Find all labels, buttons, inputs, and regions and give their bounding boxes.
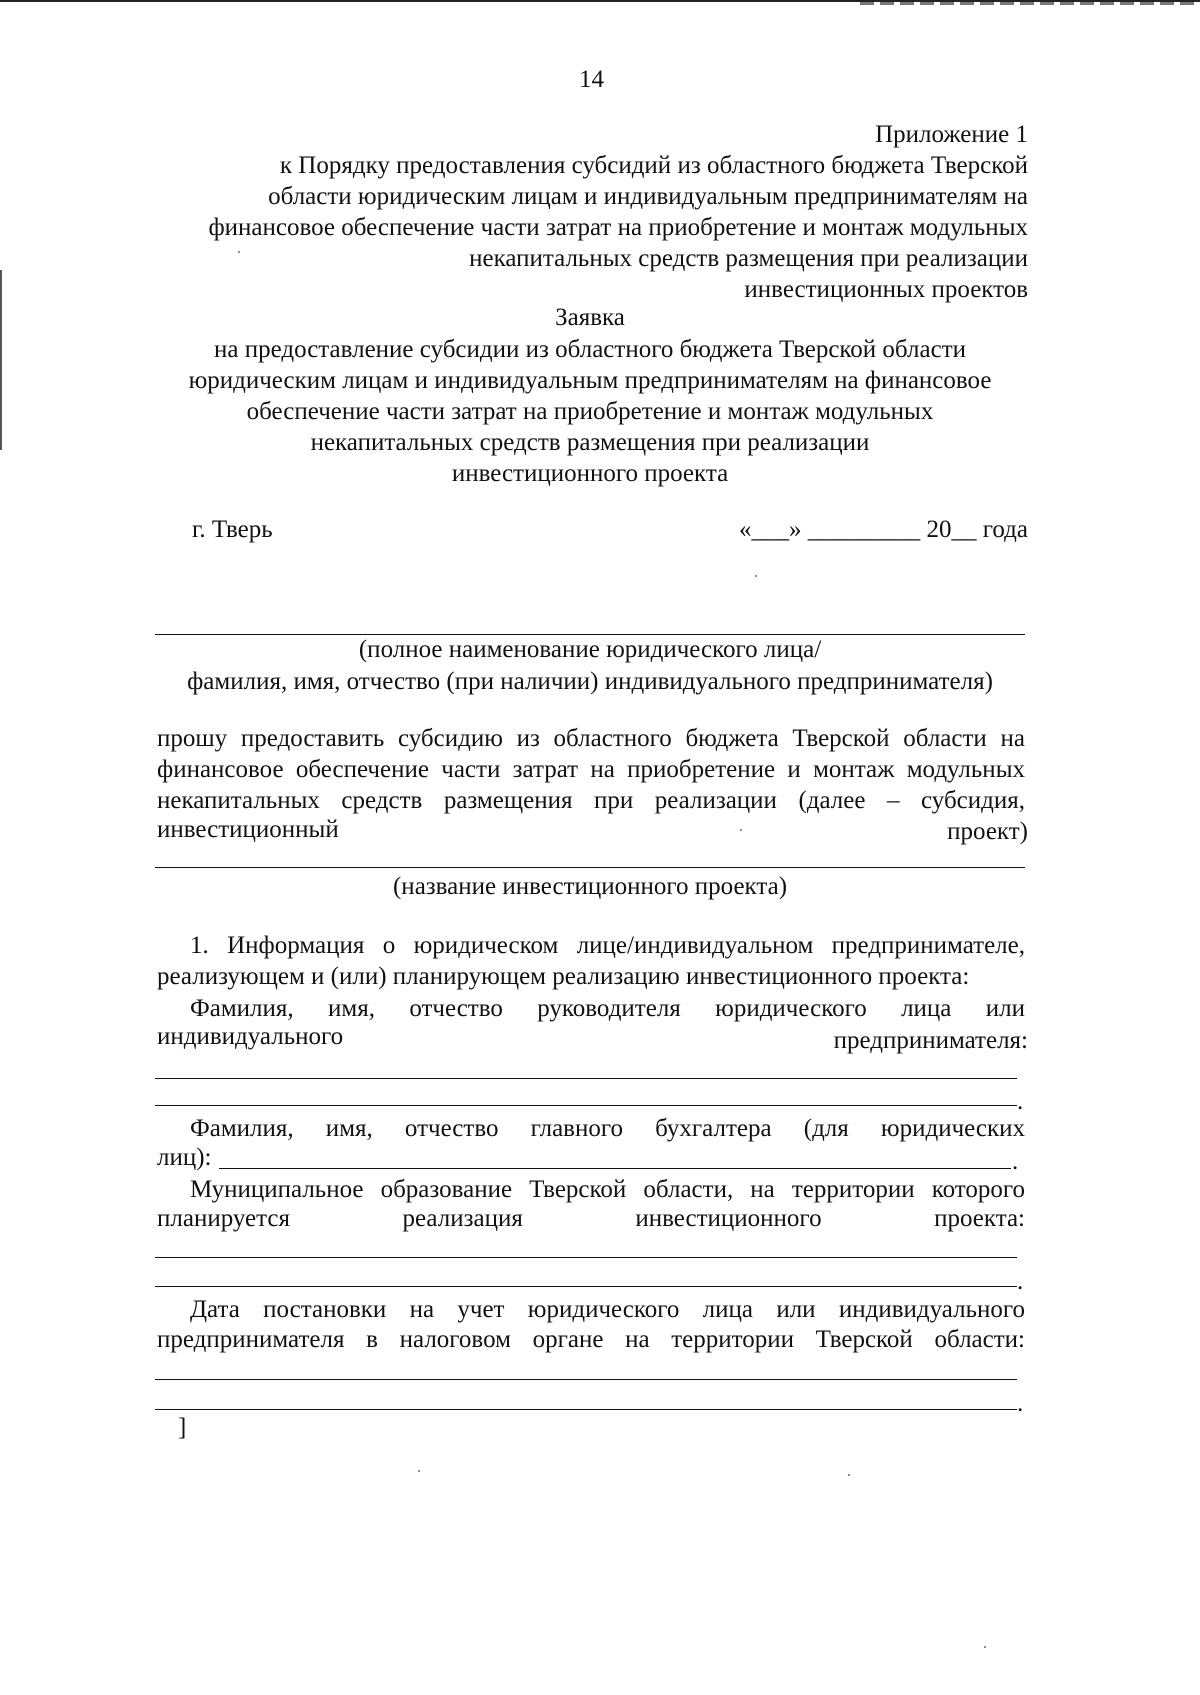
scan-top-noise [860, 2, 1200, 5]
appendix-line: некапитальных средств размещения при реализации [469, 245, 1028, 272]
appendix-label: Приложение 1 [875, 121, 1028, 148]
municipality-line [155, 1286, 1017, 1287]
request-line: некапитальных средств размещения при реализации (далее – субсидия, [157, 787, 1025, 814]
registration-date-label: Дата постановки на учет юридического лица или индивидуального [190, 1296, 1025, 1323]
section1-line: реализующем и (или) планирующем реализацию инвестиционного проекта: [157, 963, 970, 990]
request-last-left: инвестиционный [157, 816, 339, 843]
head-fio-right: предпринимателя: [833, 1027, 1028, 1054]
scan-speck [755, 575, 757, 577]
municipality-last: планируется реализация инвестиционного проекта: [157, 1205, 1025, 1232]
page-number: 14 [579, 66, 604, 93]
date-field: «___» _________ 20__ года [739, 516, 1028, 543]
application-line: инвестиционного проекта [451, 460, 729, 487]
head-fio-left: индивидуального [157, 1023, 344, 1050]
bracket-mark: ] [178, 1414, 187, 1441]
appendix-line: инвестиционных проектов [744, 276, 1028, 303]
scan-left-edge [0, 270, 2, 450]
appendix-line: области юридическим лицам и индивидуальным предпринимателям на [268, 183, 1028, 210]
applicant-caption-1: (полное наименование юридического лица/ [358, 636, 822, 663]
municipality-label: Муниципальное образование Тверской области, на территории которого [190, 1176, 1025, 1203]
municipality-period: . [1017, 1268, 1024, 1295]
appendix-line: финансовое обеспечение части затрат на приобретение и монтаж модульных [208, 214, 1028, 241]
scan-speck [740, 829, 742, 831]
request-last-right: проект) [947, 818, 1028, 845]
request-line: прошу предоставить субсидию из областного бюджета Тверской области на [157, 725, 1025, 752]
head-fio-period: . [1017, 1088, 1024, 1115]
application-title: Заявка [555, 304, 625, 331]
section1-line: 1. Информация о юридическом лице/индивидуальном предпринимателе, [190, 932, 1025, 959]
scan-speck [238, 251, 240, 253]
accountant-fio-label: Фамилия, имя, отчество главного бухгалтера (для юридических [190, 1115, 1025, 1142]
scan-speck [848, 1474, 850, 1476]
accountant-fio-left: лиц): [157, 1144, 212, 1171]
scan-speck [984, 1646, 986, 1648]
accountant-fio-line [219, 1168, 1011, 1169]
appendix-line: к Порядку предоставления субсидий из областного бюджета Тверской [279, 152, 1028, 179]
head-fio-line [155, 1105, 1017, 1106]
application-line: некапитальных средств размещения при реализации [310, 429, 870, 456]
application-line: юридическим лицам и индивидуальным предпринимателям на финансовое [188, 367, 992, 394]
registration-date-line [155, 1379, 1017, 1380]
head-fio-line [155, 1078, 1017, 1079]
project-name-line [155, 867, 1025, 868]
applicant-caption-2: фамилия, имя, отчество (при наличии) индивидуального предпринимателя) [187, 668, 993, 695]
registration-date-period: . [1017, 1390, 1024, 1417]
registration-date-label: предпринимателя в налоговом органе на территории Тверской области: [157, 1326, 1025, 1353]
scan-speck [418, 1470, 420, 1472]
application-line: обеспечение части затрат на приобретение и монтаж модульных [246, 398, 934, 425]
request-line: финансовое обеспечение части затрат на приобретение и монтаж модульных [157, 756, 1025, 783]
application-line: на предоставление субсидии из областного бюджета Тверской области [213, 336, 966, 363]
accountant-fio-period: . [1012, 1148, 1019, 1175]
city: г. Тверь [192, 516, 273, 543]
municipality-line [155, 1257, 1017, 1258]
registration-date-line [155, 1409, 1017, 1410]
project-caption: (название инвестиционного проекта) [392, 873, 788, 900]
head-fio-label: Фамилия, имя, отчество руководителя юридического лица или [190, 995, 1025, 1022]
